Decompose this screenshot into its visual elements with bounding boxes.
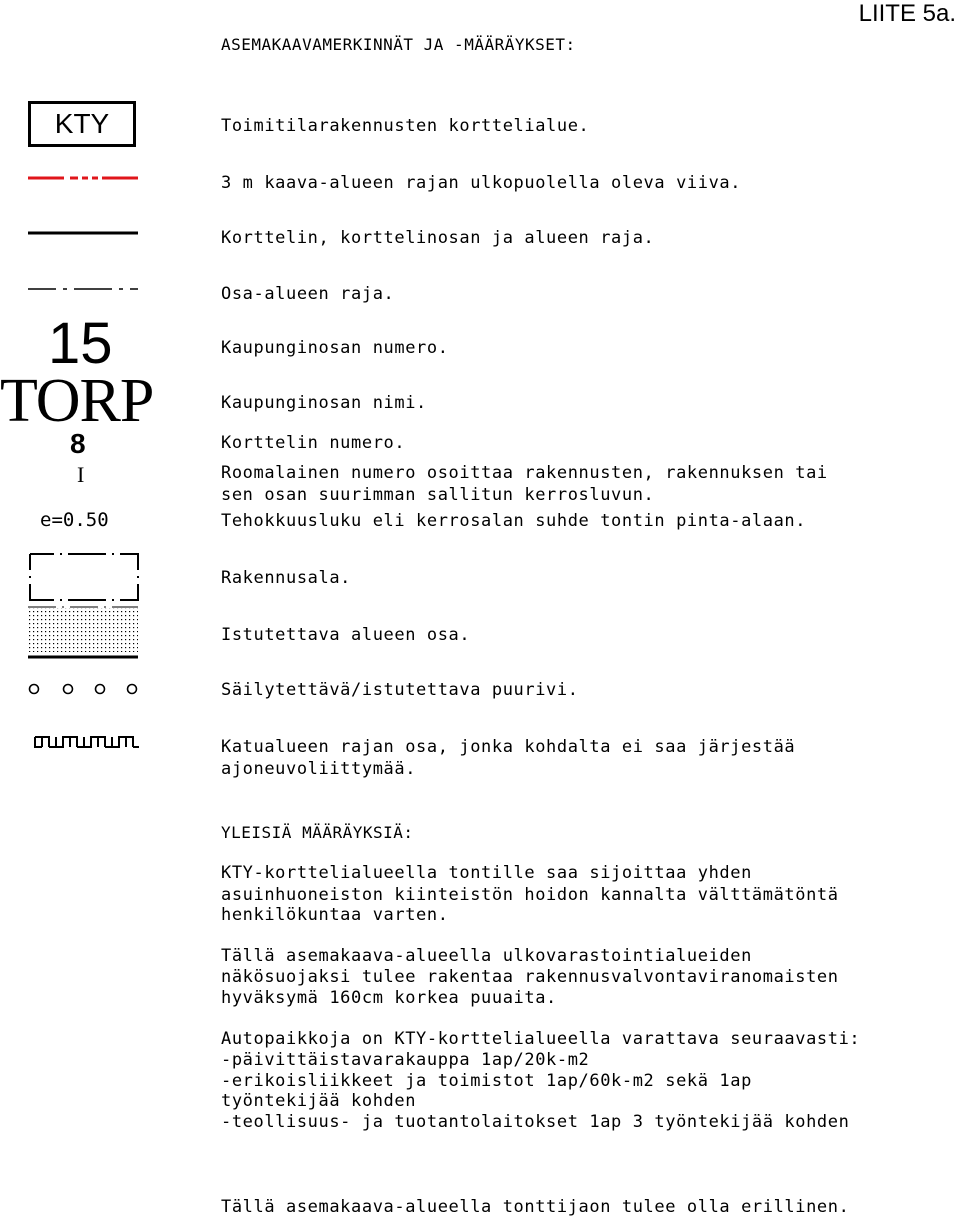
general-p4: Tällä asemakaava-alueella tonttijaon tulee olla erillinen. xyxy=(221,1197,850,1217)
building-area-description: Rakennusala. xyxy=(221,568,352,588)
building-area-icon xyxy=(28,552,140,602)
page-heading: ASEMAKAAVAMERKINNÄT JA -MÄÄRÄYKSET: xyxy=(221,35,576,54)
district-number-symbol: 15 xyxy=(48,311,113,376)
no-access-icon xyxy=(34,734,140,750)
general-p2-line1: Tällä asemakaava-alueella ulkovarastointialueiden xyxy=(221,946,752,966)
roman-description-line1: Roomalainen numero osoittaa rakennusten, rakennuksen tai xyxy=(221,463,828,483)
tree-row-icon xyxy=(28,682,140,696)
tree-row-description: Säilytettävä/istutettava puurivi. xyxy=(221,680,579,700)
general-p2-line2: näkösuojaksi tulee rakentaa rakennusvalvontaviranomaisten xyxy=(221,967,839,987)
planted-area-description: Istutettava alueen osa. xyxy=(221,625,471,645)
block-border-line-icon xyxy=(28,228,138,238)
page-label: LIITE 5a. xyxy=(858,0,956,27)
red-border-line-icon xyxy=(28,172,138,184)
district-number-description: Kaupunginosan numero. xyxy=(221,338,449,358)
kty-description: Toimitilarakennusten korttelialue. xyxy=(221,116,590,136)
general-p3-line1: Autopaikkoja on KTY-korttelialueella varattava seuraavasti: xyxy=(221,1029,861,1049)
general-heading: YLEISIÄ MÄÄRÄYKSIÄ: xyxy=(221,823,414,842)
general-p3-line4: työntekijää kohden xyxy=(221,1091,417,1111)
general-p2-line3: hyväksymä 160cm korkea puuaita. xyxy=(221,988,557,1008)
general-p1-line1: KTY-korttelialueella tontille saa sijoittaa yhden xyxy=(221,863,752,883)
no-access-description-line2: ajoneuvoliittymää. xyxy=(221,759,417,779)
general-p1-line2: asuinhuoneiston kiinteistön hoidon kannalta välttämätöntä xyxy=(221,885,839,905)
kty-symbol xyxy=(28,101,136,147)
general-p3-line2: -päivittäistavarakauppa 1ap/20k-m2 xyxy=(221,1050,590,1070)
kty-label: KTY xyxy=(54,108,110,139)
efficiency-symbol: e=0.50 xyxy=(40,509,109,531)
efficiency-description: Tehokkuusluku eli kerrosalan suhde tontin pinta-alaan. xyxy=(221,511,807,531)
general-p3-line3: -erikoisliikkeet ja toimistot 1ap/60k-m2 sekä 1ap xyxy=(221,1071,752,1091)
roman-numeral-symbol: I xyxy=(77,462,85,487)
roman-description-line2: sen osan suurimman sallitun kerrosluvun. xyxy=(221,485,655,505)
block-number-description: Korttelin numero. xyxy=(221,433,406,453)
general-p1-line3: henkilökuntaa varten. xyxy=(221,905,449,925)
subarea-border-line-icon xyxy=(28,284,138,294)
district-name-description: Kaupunginosan nimi. xyxy=(221,393,427,413)
district-name-symbol: TORP xyxy=(0,367,154,435)
block-number-symbol: 8 xyxy=(70,428,86,459)
block-border-description: Korttelin, korttelinosan ja alueen raja. xyxy=(221,228,655,248)
no-access-description-line1: Katualueen rajan osa, jonka kohdalta ei saa järjestää xyxy=(221,737,796,757)
border3m-description: 3 m kaava-alueen rajan ulkopuolella oleva viiva. xyxy=(221,173,742,193)
subarea-description: Osa-alueen raja. xyxy=(221,284,395,304)
planted-area-icon xyxy=(28,606,138,660)
general-p3-line5: -teollisuus- ja tuotantolaitokset 1ap 3 työntekijää kohden xyxy=(221,1112,850,1132)
